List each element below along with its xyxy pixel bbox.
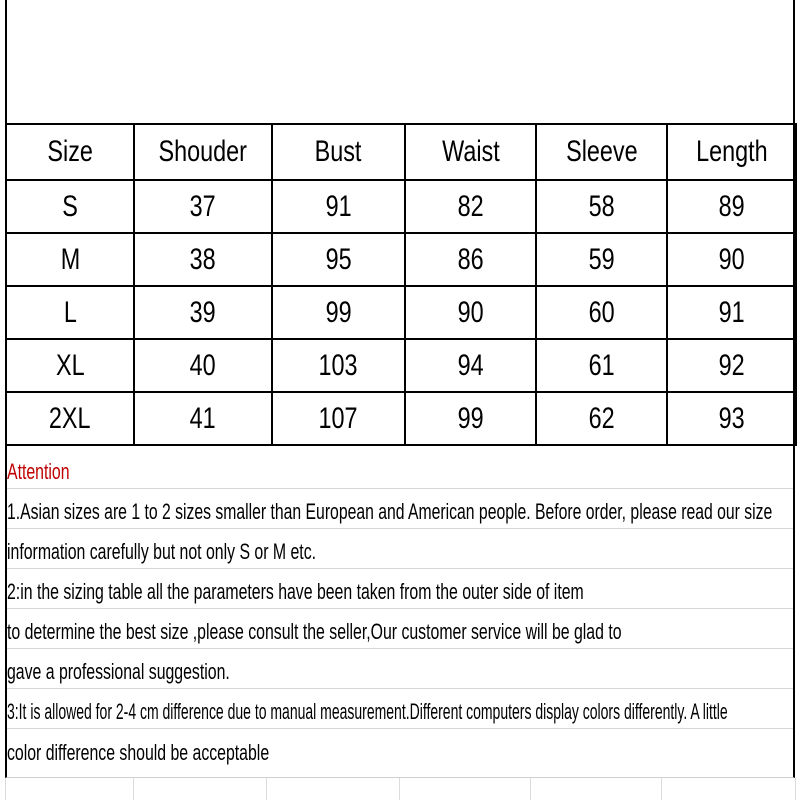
note-line (7, 609, 793, 649)
table-cell: M (6, 233, 134, 286)
table-cell: 2XL (6, 392, 134, 445)
table-cell: L (6, 286, 134, 339)
table-row (6, 180, 796, 233)
table-cell: 90 (405, 286, 536, 339)
notes-section (7, 450, 793, 778)
table-cell: 89 (667, 180, 796, 233)
table-cell: 107 (272, 392, 405, 445)
note-text: 2:in the sizing table all the parameters have been taken from the outer side of item (7, 579, 584, 604)
table-cell: 60 (536, 286, 667, 339)
table-cell: 37 (134, 180, 272, 233)
table-cell: 38 (134, 233, 272, 286)
table-cell: 39 (134, 286, 272, 339)
header-shoulder: Shouder (134, 124, 272, 180)
table-cell: 58 (536, 180, 667, 233)
grid-line (5, 778, 6, 800)
table-cell: 103 (272, 339, 405, 392)
note-text: information carefully but not only S or M etc. (7, 539, 317, 564)
header-waist: Waist (405, 124, 536, 180)
grid-line (530, 778, 531, 800)
table-cell: 41 (134, 392, 272, 445)
table-cell: 92 (667, 339, 796, 392)
attention-heading: Attention (7, 459, 70, 484)
table-row (6, 339, 796, 392)
table-cell: 99 (272, 286, 405, 339)
note-line (7, 729, 793, 778)
table-cell: 91 (667, 286, 796, 339)
note-text: to determine the best size ,please consult the seller,Our customer service will be glad to (7, 619, 622, 644)
note-line (7, 569, 793, 609)
table-cell: 93 (667, 392, 796, 445)
grid-line (399, 778, 400, 800)
table-cell: 94 (405, 339, 536, 392)
note-text: color difference should be acceptable (7, 740, 270, 765)
blank-header-area (5, 0, 795, 123)
attention-line (7, 450, 793, 489)
header-sleeve: Sleeve (536, 124, 667, 180)
note-text: gave a professional suggestion. (7, 659, 230, 684)
note-line (7, 489, 793, 529)
grid-line (795, 778, 796, 800)
table-cell: 82 (405, 180, 536, 233)
table-cell: 90 (667, 233, 796, 286)
grid-line (266, 778, 267, 800)
table-cell: 91 (272, 180, 405, 233)
note-text: 3:It is allowed for 2-4 cm difference due to manual measurement.Different computers display colors differently. A little (7, 699, 728, 724)
table-header-row (6, 124, 796, 180)
grid-line (661, 778, 662, 800)
note-text: 1.Asian sizes are 1 to 2 sizes smaller than European and American people. Before order, please read our size (7, 499, 773, 524)
table-row (6, 233, 796, 286)
table-cell: 59 (536, 233, 667, 286)
table-row (6, 392, 796, 445)
table-cell: S (6, 180, 134, 233)
table-cell: XL (6, 339, 134, 392)
table-cell: 99 (405, 392, 536, 445)
table-cell: 95 (272, 233, 405, 286)
table-cell: 62 (536, 392, 667, 445)
note-line (7, 689, 793, 729)
table-cell: 86 (405, 233, 536, 286)
table-cell: 40 (134, 339, 272, 392)
note-line (7, 649, 793, 689)
table-row (6, 286, 796, 339)
grid-line (133, 778, 134, 800)
table-cell: 61 (536, 339, 667, 392)
spreadsheet-grid-strip (0, 778, 800, 800)
header-bust: Bust (272, 124, 405, 180)
header-size: Size (6, 124, 134, 180)
size-table (5, 123, 797, 446)
note-line (7, 529, 793, 569)
header-length: Length (667, 124, 796, 180)
